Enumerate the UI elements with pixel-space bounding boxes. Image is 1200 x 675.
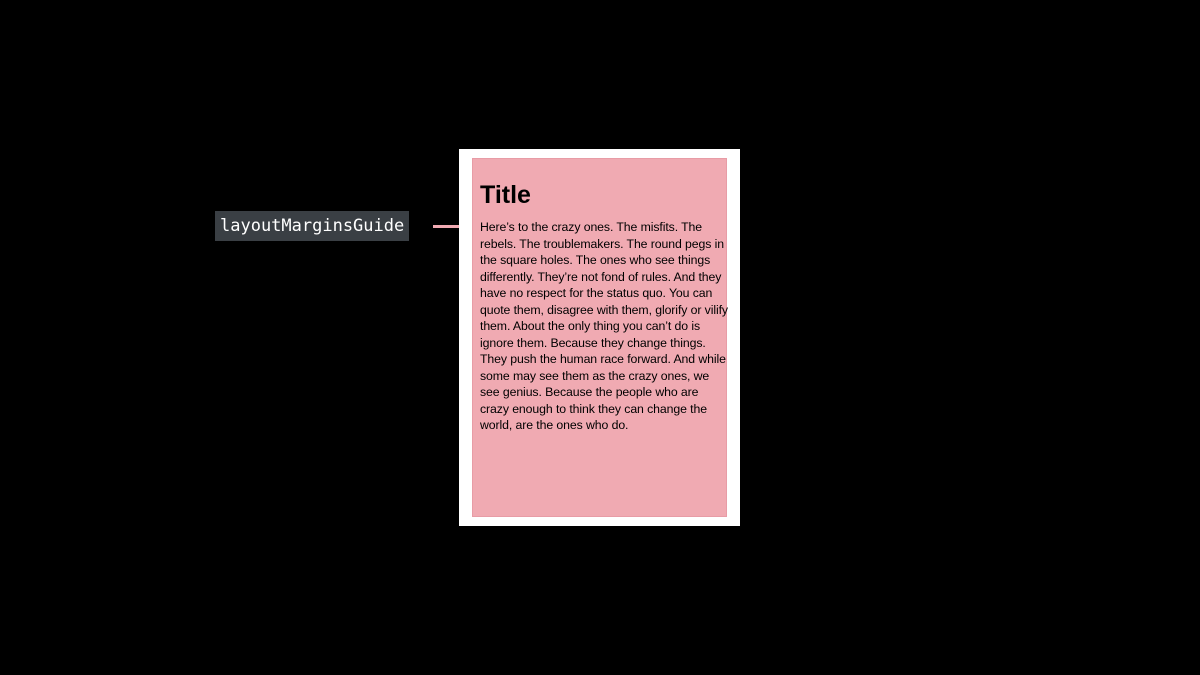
content-title: Title xyxy=(480,181,531,209)
content-body-text: Here’s to the crazy ones. The misfits. The rebels. The troublemakers. The round pegs in the square holes. The ones who see things differently. They’re not fond of rules. And they have no respect for the status quo. You can quote them, disagree with them, glorify or vilify them. About the only thing you can’t do is ignore them. Because they change things. They push the human race forward. And while some may see them as the crazy ones, we see genius. Because the people who are crazy enough to think they can change the world, are the ones who do. xyxy=(480,220,728,432)
layout-margins-guide-label: layoutMarginsGuide xyxy=(215,211,409,241)
view-frame xyxy=(459,149,740,526)
layout-margins-guide-area xyxy=(472,158,727,517)
